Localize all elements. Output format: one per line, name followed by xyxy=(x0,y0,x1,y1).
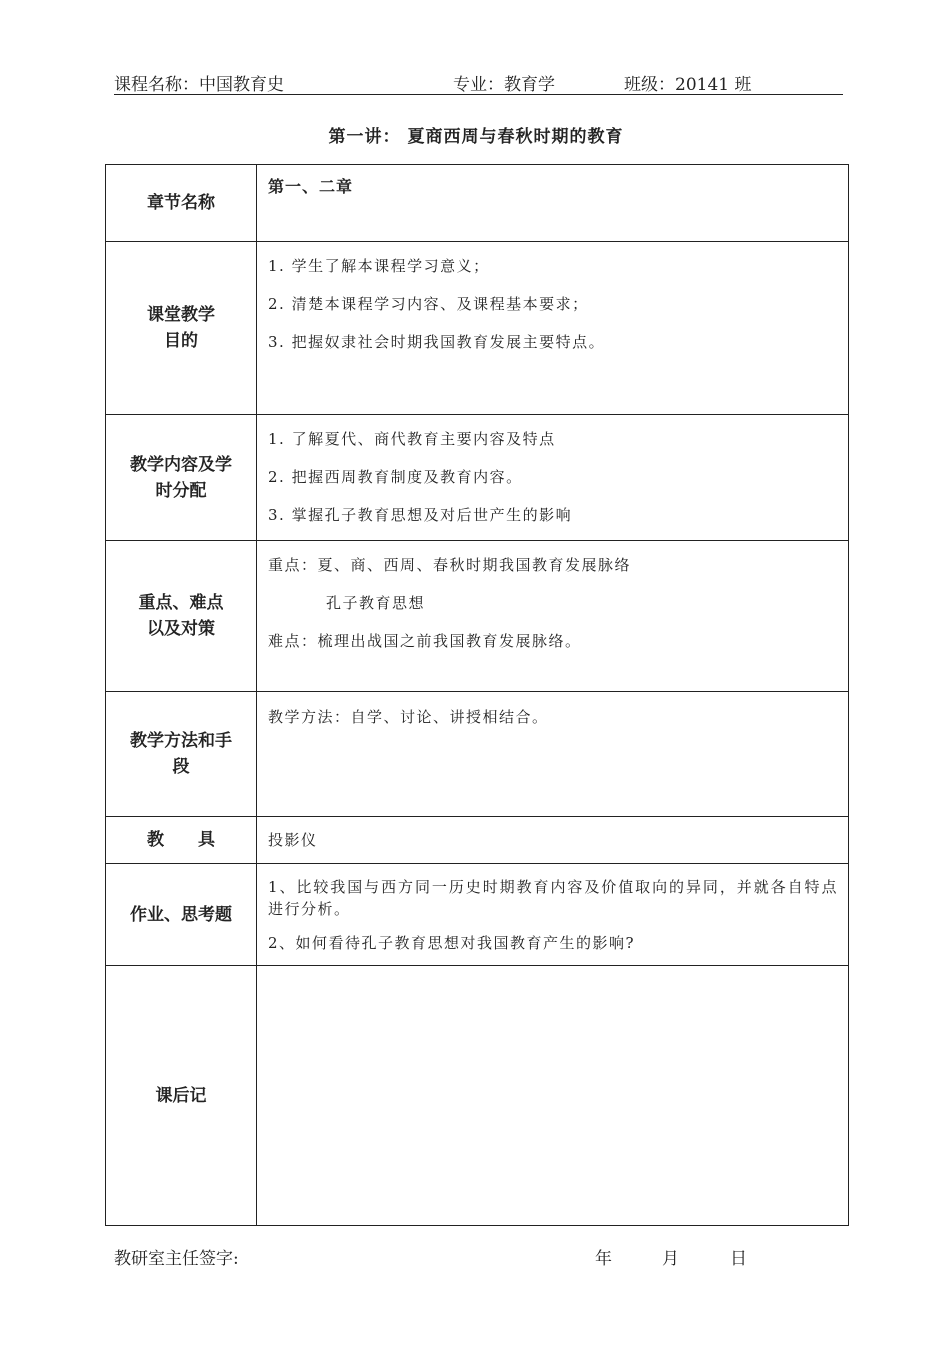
lecture-title: 第一讲： 夏商西周与春秋时期的教育 xyxy=(328,127,624,147)
table-row-objectives xyxy=(106,242,849,415)
methods-value: 教学方法：自学、讨论、讲授相结合。 xyxy=(268,708,549,726)
content-label xyxy=(106,415,257,541)
chapter-label: 章节名称 xyxy=(106,165,257,242)
homework-label: 作业、思考题 xyxy=(106,864,257,966)
course-name: 课程名称：中国教育史 xyxy=(114,75,284,95)
key-points-label-line-1: 重点、难点 xyxy=(138,593,224,613)
tools-cell xyxy=(257,817,849,864)
date-year: 年 xyxy=(595,1249,612,1269)
content-label-line-1: 教学内容及学 xyxy=(130,454,232,475)
chapter-cell xyxy=(257,165,849,242)
objective-item: 1. 学生了解本课程学习意义； xyxy=(268,257,490,275)
document-header xyxy=(114,68,843,95)
content-item: 1. 了解夏代、商代教育主要内容及特点 xyxy=(268,430,556,448)
objective-item: 3. 把握奴隶社会时期我国教育发展主要特点。 xyxy=(268,333,606,351)
methods-label-line-2: 段 xyxy=(172,757,190,777)
methods-label-line-1: 教学方法和手 xyxy=(130,731,232,751)
table-row-content xyxy=(106,415,849,541)
objectives-label-line-2: 目的 xyxy=(164,331,198,351)
lesson-plan-table xyxy=(105,164,849,1226)
objective-item: 2. 清楚本课程学习内容、及课程基本要求； xyxy=(268,295,589,313)
key-point-item: 孔子教育思想 xyxy=(326,594,426,612)
table-row-homework xyxy=(106,864,849,966)
table-row-methods xyxy=(106,692,849,817)
difficulty-item: 难点：梳理出战国之前我国教育发展脉络。 xyxy=(268,632,582,650)
homework-item: 2、如何看待孔子教育思想对我国教育产生的影响? xyxy=(268,934,636,952)
homework-cell xyxy=(257,864,849,966)
content-cell xyxy=(257,415,849,541)
objectives-cell xyxy=(257,242,849,415)
objectives-label-line-1: 课堂教学 xyxy=(147,305,215,325)
date-month: 月 xyxy=(662,1249,679,1269)
objectives-label xyxy=(106,242,257,415)
methods-cell xyxy=(257,692,849,817)
key-point-item: 重点：夏、商、西周、春秋时期我国教育发展脉络 xyxy=(268,556,632,574)
table-row-notes xyxy=(106,966,849,1226)
signature-label: 教研室主任签字: xyxy=(114,1249,239,1269)
content-item: 2. 把握西周教育制度及教育内容。 xyxy=(268,468,523,486)
table-row-chapter xyxy=(106,165,849,242)
date-day: 日 xyxy=(730,1249,747,1269)
key-points-label xyxy=(106,541,257,692)
methods-label xyxy=(106,692,257,817)
key-points-label-line-2: 以及对策 xyxy=(147,619,215,639)
chapter-value: 第一、二章 xyxy=(268,177,354,196)
notes-cell xyxy=(257,966,849,1226)
content-label-line-2: 时分配 xyxy=(155,480,207,501)
homework-item: 1、比较我国与西方同一历史时期教育内容及价值取向的异同，并就各自特点进行分析。 xyxy=(268,878,838,918)
major-name: 专业：教育学 xyxy=(453,75,555,95)
content-item: 3. 掌握孔子教育思想及对后世产生的影响 xyxy=(268,506,573,524)
table-row-tools xyxy=(106,817,849,864)
class-name: 班级：20141 班 xyxy=(624,75,752,95)
table-row-key-points xyxy=(106,541,849,692)
tools-value: 投影仪 xyxy=(268,830,318,849)
tools-label: 教 具 xyxy=(106,817,257,864)
key-points-cell xyxy=(257,541,849,692)
notes-label: 课后记 xyxy=(106,966,257,1226)
